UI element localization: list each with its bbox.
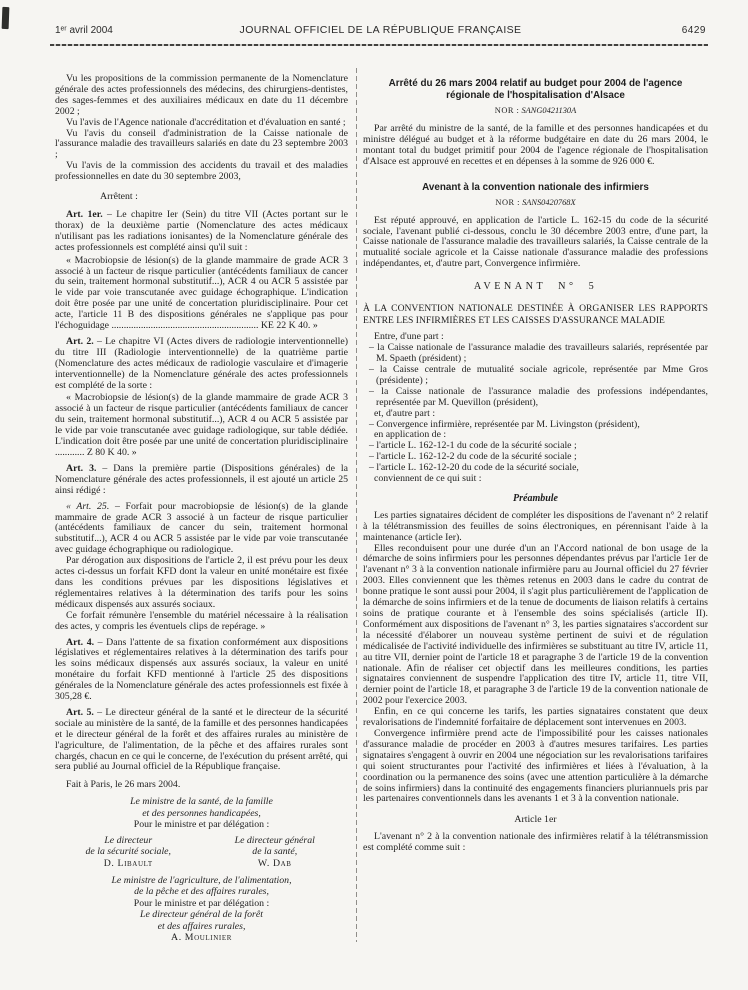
entre-line: Entre, d'une part : bbox=[374, 331, 444, 343]
party-item: – Convergence infirmière, représentée par M. Livingston (président), bbox=[369, 418, 640, 430]
article-label: Art. 5. bbox=[66, 706, 94, 718]
article-text: – Dans la première partie (Dispositions générales) de la Nomenclature générale des actes professionnels, il est ajouté un article 25 ainsi rédigé : bbox=[55, 462, 348, 496]
article-1-paragraph bbox=[55, 210, 348, 254]
preambule-heading: Préambule bbox=[513, 492, 558, 504]
conviennent-line: conviennent de ce qui suit : bbox=[374, 473, 482, 485]
application-line: en application de : bbox=[374, 429, 447, 441]
avenant-number-heading: AVENANT N° 5 bbox=[473, 281, 598, 293]
signature-block bbox=[55, 796, 348, 944]
signer-role-line: Le directeur général de la forêt bbox=[140, 909, 263, 921]
arretent-line: Arrêtent : bbox=[100, 191, 138, 203]
party-item: – la Caisse nationale de l'assurance maladie des travailleurs salariés, représentée par M. Spaeth (président) ; bbox=[369, 342, 708, 365]
article-text: – Dans l'attente de sa fixation conformément aux dispositions législatives et réglementaires relatives à la détermination des tarifs pour les soins médicaux dispensés aux assurés sociaux, la valeur en unité monétaire du forfait KFD mentionné à l'article 25 des dispositions générales de la Nomenclature générale des actes professionnels est fixée à 305,28 €. bbox=[55, 636, 348, 703]
signer-name: A. Moulinier bbox=[171, 932, 232, 944]
delegation-line: Pour le ministre et par délégation : bbox=[133, 819, 270, 831]
article-text: – Le chapitre VI (Actes divers de radiologie interventionnelle) du titre III (Radiologie interventionnelle) de la quatrième partie (Nomenclature des actes médicaux de radiologie vasculaire et d'imagerie interventionnelle) de la Nomenclature générale des actes professionnels est complété de la sorte : bbox=[55, 335, 348, 391]
visa-paragraph: Vu l'avis de l'Agence nationale d'accréditation et d'évaluation en santé ; bbox=[66, 116, 346, 128]
page-number: 6429 bbox=[681, 25, 706, 36]
article-1-heading: Article 1er bbox=[514, 814, 557, 826]
signature-left bbox=[55, 835, 202, 870]
article-label: Art. 3. bbox=[66, 462, 97, 474]
article-reference-item: – l'article L. 162-12-2 du code de la sécurité sociale ; bbox=[369, 451, 577, 463]
et-autre-line: et, d'autre part : bbox=[374, 407, 436, 419]
convention-caps-block: À LA CONVENTION NATIONALE DESTINÉE À ORGANISER LES RAPPORTS ENTRE LES INFIRMIÈRES ET LES CAISSES D'ASSURANCE MALADIE bbox=[363, 303, 708, 326]
minister-title-line: Le ministre de la santé, de la famille bbox=[130, 796, 273, 808]
signer-name: D. Libault bbox=[103, 857, 153, 869]
preambule-paragraph: Enfin, en ce qui concerne les tarifs, les parties signataires constatent que deux revalorisations de l'indemnité forfaitaire de déplacement sont intervenues en 2003. bbox=[363, 706, 708, 729]
article-reference-item: – l'article L. 162-12-20 du code de la sécurité sociale, bbox=[369, 462, 579, 474]
forfait-paragraph: Ce forfait rémunère l'ensemble du matériel nécessaire à la réalisation des actes, y compris les éventuels clips de repérage. » bbox=[55, 609, 348, 632]
visa-paragraph: Vu les propositions de la commission permanente de la Nomenclature générale des actes professionnels des médecins, des chirurgiens-dentistes, des sages-femmes et des auxiliaires médicaux en date du 11 décembre 2002 ; bbox=[55, 73, 348, 117]
minister-title-line: et des personnes handicapées, bbox=[142, 807, 261, 819]
nor-code: SANS0420768X bbox=[522, 197, 576, 207]
header-rule bbox=[50, 44, 708, 46]
article-5-paragraph bbox=[55, 708, 348, 773]
article-1-body: L'avenant n° 2 à la convention nationale des infirmières relatif à la télétransmission est complété comme suit : bbox=[363, 831, 708, 854]
fait-a-paris-line: Fait à Paris, le 26 mars 2004. bbox=[66, 779, 181, 791]
signer-name: W. Dab bbox=[257, 857, 292, 869]
article-label: Art. 2. bbox=[66, 335, 94, 347]
signer-role-line: Le directeur bbox=[104, 834, 153, 846]
minister-title-line: Le ministre de l'agriculture, de l'alimentation, bbox=[111, 874, 292, 886]
signer-role-line: et des affaires rurales, bbox=[157, 920, 246, 932]
signer-role-line: de la sécurité sociale, bbox=[85, 846, 171, 858]
scan-artifact-mark bbox=[2, 7, 10, 29]
visa-paragraph: Vu l'avis du conseil d'administration de la Caisse nationale de l'assurance maladie des travailleurs salariés en date du 23 septembre 2003 ; bbox=[55, 127, 348, 161]
approbation-paragraph: Est réputé approuvé, en application de l'article L. 162-15 du code de la sécurité sociale, l'avenant publié ci-dessous, conclu le 30 décembre 2003 entre, d'une part, la Caisse nationale de l'assurance maladie des travailleurs salariés, la Caisse centrale de la mutualité sociale agricole et la Caisse nationale d'assurance maladie des professions indépendantes, et, d'autre part, Convergence infirmière. bbox=[363, 214, 708, 270]
signature-right bbox=[202, 835, 349, 870]
nor-label: NOR : bbox=[494, 106, 520, 115]
article-label: Art. 1er. bbox=[66, 208, 103, 220]
delegation-line: Pour le ministre et par délégation : bbox=[133, 897, 270, 909]
article-text: – Le directeur général de la santé et le directeur de la sécurité sociale au ministère de la santé, de la famille et des personnes handicapées et le directeur général de la forêt et des affaires rurales au ministère de l'agriculture, de l'alimentation, de la pêche et des affaires rurales sont chargés, chacun en ce qui le concerne, de l'exécution du présent arrêté, qui sera publié au Journal officiel de la République française. bbox=[55, 706, 348, 773]
article-2-paragraph bbox=[55, 337, 348, 392]
article-reference-item: – l'article L. 162-12-1 du code de la sécurité sociale ; bbox=[369, 440, 577, 452]
article-text: – Forfait pour macrobiopsie de lésion(s) de la glande mammaire de grade ACR 3 associé à un facteur de risque particulier (antécédents familiaux de cancer du sein, traitement hormonal substitutif...), ACR 4 ou ACR 5 assistée par le vide par voie transcutanée avec guidage échographique ou radiologique. bbox=[55, 500, 348, 556]
nor-line bbox=[363, 106, 708, 116]
content-columns bbox=[55, 64, 708, 972]
article-4-paragraph bbox=[55, 638, 348, 703]
signer-role-line: de la santé, bbox=[252, 846, 298, 858]
page-header bbox=[55, 24, 706, 36]
derogation-paragraph: Par dérogation aux dispositions de l'article 2, il est prévu pour les deux actes ci-dessus un forfait KFD dont la valeur en unité monétaire est fixée dans les conditions prévues par les dispositions législatives et réglementaires relatives à la détermination des tarifs pour les soins médicaux dispensés aux assurés sociaux. bbox=[55, 555, 348, 610]
party-item: – la Caisse centrale de mutualité sociale agricole, représentée par Mme Gros (présidente) ; bbox=[369, 363, 708, 386]
minister-title-line: de la pêche et des affaires rurales, bbox=[134, 886, 269, 898]
party-item: – la Caisse nationale de l'assurance maladie des professions indépendantes, représentée par M. Quevillon (président), bbox=[369, 385, 708, 408]
avenant-heading: Avenant à la convention nationale des infirmiers bbox=[422, 181, 649, 193]
arrete-heading: Arrêté du 26 mars 2004 relatif au budget pour 2004 de l'agence régionale de l'hospitalisation d'Alsace bbox=[388, 78, 683, 101]
signer-role-line: Le directeur général bbox=[234, 834, 315, 846]
quote-tariff-paragraph: « Macrobiopsie de lésion(s) de la glande mammaire de grade ACR 3 associé à un facteur de risque particulier (antécédents familiaux de cancer du sein, traitement hormonal substitutif...), ACR 4 ou ACR 5 assistée par le vide par voie transcutanée avec guidage radiologique, sur table dédiée. L'indication doit être posée par une unité de concertation pluridisciplinaire ............ Z 80 K 40. » bbox=[55, 392, 348, 458]
nor-code: SANG0421130A bbox=[521, 106, 577, 115]
quote-tariff-paragraph: « Macrobiopsie de lésion(s) de la glande mammaire de grade ACR 3 associé à un facteur de risque particulier (antécédents familiaux de cancer du sein, traitement hormonal substitutif...), ACR 4 ou ACR 5 assistée par le vide par voie transcutanée avec guidage échographique. L'indication doit être posée par une unité de concertation pluridisciplinaire. Pour cet acte, l'article 11 B des dispositions générales ne s'applique pas pour l'échoguidage ............................................................ KE 22 K 40. » bbox=[55, 254, 348, 332]
journal-title: JOURNAL OFFICIEL DE LA RÉPUBLIQUE FRANÇAISE bbox=[239, 24, 522, 36]
preambule-paragraph: Elles reconduisent pour une durée d'un an l'Accord national de bon usage de la démarche de soins infirmiers pour les personnes dépendantes prévus par l'article 1er de l'avenant n° 3 à la convention nationale infirmière paru au Journal officiel du 27 février 2003. Elles conviennent que les thèmes retenus en 2003 dans le cadre du contrat de bonne pratique le sont aussi pour 2004, il s'agit plus particulièrement de l'application de la démarche de soins infirmiers et de la tenue de documents de liaison relatifs à certains soins de pratique courante et à l'ensemble des soins spécialisés (article II). Conformément aux dispositions de l'avenant n° 3, les parties signataires s'accordent sur la nécessité d'élaborer un nouveau système pertinent de suivi et de régulation médicalisée de l'activité individuelle des infirmières se substituant au titre IV, article 11, au titre VII, dernier point de l'article 18 et paragraphe 3 de l'article 19 de la convention nationale. Afin de réaliser cet objectif dans les meilleures conditions, les parties signataires conviennent de suspendre l'application des titre IV, article 11, titre VII, dernier point de l'article 18, et paragraphe 3 de l'article 19 de la convention nationale de 2002 pour l'exercice 2003. bbox=[363, 542, 708, 707]
visa-paragraph: Vu l'avis de la commission des accidents du travail et des maladies professionnelles en date du 30 septembre 2003, bbox=[55, 160, 348, 183]
article-25-paragraph bbox=[55, 502, 348, 557]
column-divider-rule bbox=[356, 68, 357, 942]
article-3-paragraph bbox=[55, 464, 348, 497]
article-text: – Le chapitre Ier (Sein) du titre VII (Actes portant sur le thorax) de la deuxième partie (Nomenclature des actes médicaux n'utilisant pas les radiations ionisantes) de la Nomenclature générale des actes professionnels est complété ainsi qu'il suit : bbox=[55, 208, 349, 253]
article-label: Art. 4. bbox=[66, 636, 95, 648]
arrete-body-paragraph: Par arrêté du ministre de la santé, de la famille et des personnes handicapées et du ministre délégué au budget et à la réforme budgétaire en date du 26 mars 2004, le montant total du budget primitif pour 2004 de l'agence régionale de l'hospitalisation d'Alsace est approuvé en recettes et en dépenses à la somme de 926 000 €. bbox=[363, 123, 708, 167]
preambule-paragraph: Les parties signataires décident de compléter les dispositions de l'avenant n° 2 relatif à la télétransmission des feuilles de soins électroniques, en pérennisant l'aide à la maintenance (article Ier). bbox=[363, 509, 708, 543]
signature-row bbox=[55, 835, 348, 870]
header-date: 1ᵉʳ avril 2004 bbox=[55, 25, 113, 36]
left-column bbox=[55, 64, 348, 972]
article-label: « Art. 25. bbox=[66, 500, 110, 512]
nor-label: NOR : bbox=[495, 197, 520, 207]
nor-line bbox=[363, 198, 708, 208]
preambule-paragraph: Convergence infirmière prend acte de l'impossibilité pour les caisses nationales d'assurance maladie de procéder en 2003 à d'autres mesures tarifaires. Les parties signataires s'engagent à ouvrir en 2004 une négociation sur les revalorisations tarifaires qui soient structurantes pour l'activité des infirmières et liées à l'évaluation, à la coordination ou la permanence des soins (avec une attention particulière à la démarche de soins infirmiers) dans la continuité des engagements financiers pluriannuels pris par les partenaires conventionnels dans les avenants 1 et 3 à la convention nationale. bbox=[363, 727, 708, 805]
right-column bbox=[363, 64, 708, 972]
